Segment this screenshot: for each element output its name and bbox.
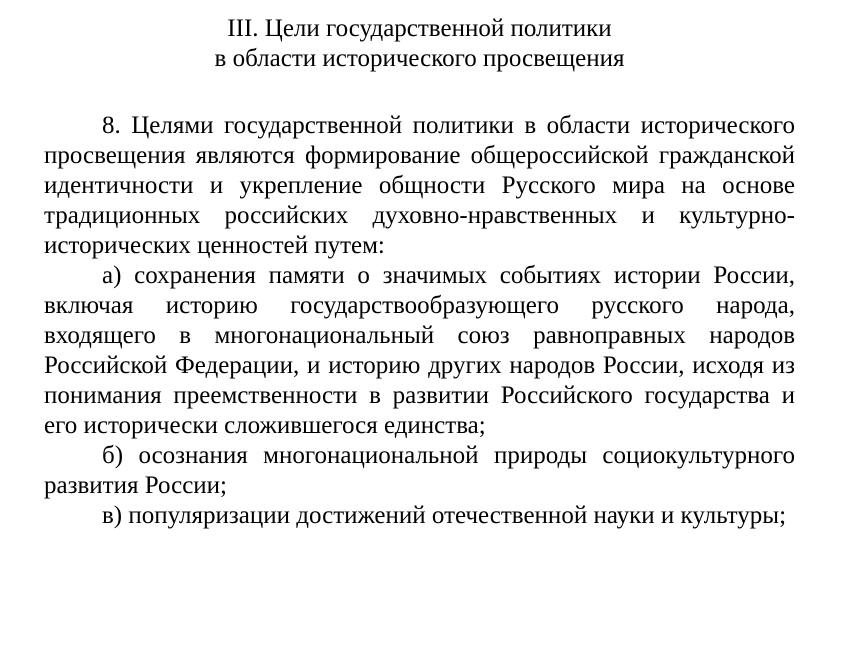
section-heading [44,14,795,74]
paragraph-8: 8. Целями государственной политики в области исторического просвещения являются формирование общероссийской гражданской идентичности и укрепление общности Русского мира на основе традиционных российских духовно-нравственных и культурно-исторических ценностей путем: [44,112,795,259]
heading-line-1: III. Цели государственной политики [227,15,612,42]
heading-line-2: в области исторического просвещения [214,45,625,72]
document-page [44,14,795,531]
paragraph-v: в) популяризации достижений отечественной науки и культуры; [102,502,787,529]
section-body [44,111,795,531]
paragraph-a: а) сохранения памяти о значимых событиях истории России, включая историю государствообразующего русского народа, входящего в многонациональный союз равноправных народов Российской Федерации, и историю других народов России, исходя из понимания преемственности в развитии Российского государства и его исторически сложившегося единства; [44,262,795,439]
paragraph-b: б) осознания многонациональной природы социокультурного развития России; [44,442,795,499]
